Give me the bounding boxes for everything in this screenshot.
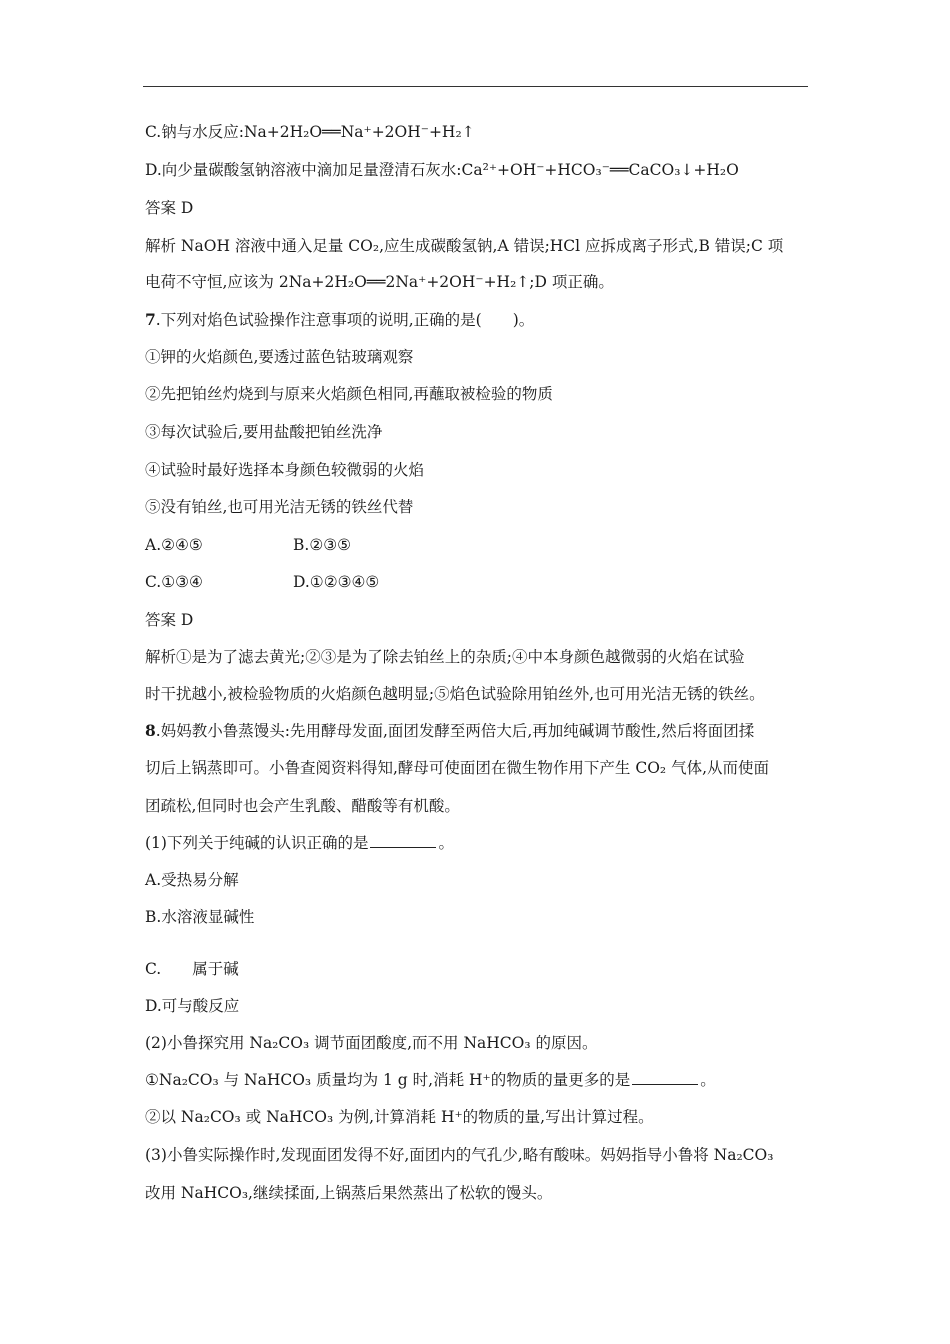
explanation-7-line1: 解析①是为了滤去黄光;②③是为了除去铂丝上的杂质;④中本身颜色越微弱的火焰在试验 (145, 648, 745, 666)
part-1-option-b: B.水溶液显碱性 (145, 908, 255, 926)
option-c-equation: C.钠与水反应:Na+2H₂O══Na⁺+2OH⁻+H₂↑ (145, 123, 475, 141)
answer-7: 答案 D (145, 611, 194, 629)
part-1-option-c: C. 属于碱 (145, 960, 239, 978)
option-d-equation: D.向少量碳酸氢钠溶液中滴加足量澄清石灰水:Ca²⁺+OH⁻+HCO₃⁻══CaCO₃↓+H₂O (145, 161, 739, 179)
part-2: (2)小鲁探究用 Na₂CO₃ 调节面团酸度,而不用 NaHCO₃ 的原因。 (145, 1034, 598, 1052)
question-number: 7 (145, 310, 156, 329)
part-1-end: 。 (438, 834, 454, 852)
statement-3: ③每次试验后,要用盐酸把铂丝洗净 (145, 423, 383, 441)
statement-5: ⑤没有铂丝,也可用光洁无锈的铁丝代替 (145, 498, 414, 516)
header-rule (143, 86, 808, 87)
part-1-option-a: A.受热易分解 (145, 871, 239, 889)
part-2-sub-1-end: 。 (700, 1071, 716, 1089)
answer-blank[interactable] (632, 1070, 698, 1085)
explanation-6-line2: 电荷不守恒,应该为 2Na+2H₂O══2Na⁺+2OH⁻+H₂↑;D 项正确。 (145, 273, 614, 291)
explanation-6-line1: 解析 NaOH 溶液中通入足量 CO₂,应生成碳酸氢钠,A 错误;HCl 应拆成离子形式,B 错误;C 项 (145, 237, 784, 255)
statement-2: ②先把铂丝灼烧到与原来火焰颜色相同,再蘸取被检验的物质 (145, 385, 553, 403)
choice-a: A.②④⑤ (145, 536, 203, 554)
part-1-option-d: D.可与酸反应 (145, 997, 240, 1015)
answer-6: 答案 D (145, 199, 194, 217)
part-2-sub-1 (145, 1070, 716, 1090)
part-3-line1: (3)小鲁实际操作时,发现面团发得不好,面团内的气孔少,略有酸味。妈妈指导小鲁将 Na₂CO₃ (145, 1146, 774, 1164)
question-text: .妈妈教小鲁蒸馒头:先用酵母发面,面团发酵至两倍大后,再加纯碱调节酸性,然后将面团揉 (155, 722, 755, 740)
question-number: 8 (145, 721, 156, 740)
part-2-sub-2: ②以 Na₂CO₃ 或 NaHCO₃ 为例,计算消耗 H⁺的物质的量,写出计算过程。 (145, 1108, 654, 1126)
part-3-line2: 改用 NaHCO₃,继续揉面,上锅蒸后果然蒸出了松软的馒头。 (145, 1184, 553, 1202)
part-1-text: (1)下列关于纯碱的认识正确的是 (145, 834, 369, 852)
question-8-line1 (145, 721, 754, 741)
statement-4: ④试验时最好选择本身颜色较微弱的火焰 (145, 461, 425, 479)
choice-c: C.①③④ (145, 573, 203, 591)
question-7 (145, 310, 534, 330)
choice-d: D.①②③④⑤ (293, 573, 380, 591)
question-8-line2: 切后上锅蒸即可。小鲁查阅资料得知,酵母可使面团在微生物作用下产生 CO₂ 气体,从而使面 (145, 759, 769, 777)
question-text: .下列对焰色试验操作注意事项的说明,正确的是( )。 (155, 311, 535, 329)
question-8-line3: 团疏松,但同时也会产生乳酸、醋酸等有机酸。 (145, 797, 460, 815)
statement-1: ①钾的火焰颜色,要透过蓝色钴玻璃观察 (145, 348, 414, 366)
explanation-7-line2: 时干扰越小,被检验物质的火焰颜色越明显;⑤焰色试验除用铂丝外,也可用光洁无锈的铁丝。 (145, 685, 765, 703)
part-2-sub-1-text: ①Na₂CO₃ 与 NaHCO₃ 质量均为 1 g 时,消耗 H⁺的物质的量更多的是 (145, 1071, 631, 1089)
part-1 (145, 833, 454, 853)
answer-blank[interactable] (370, 833, 436, 848)
choice-b: B.②③⑤ (293, 536, 352, 554)
